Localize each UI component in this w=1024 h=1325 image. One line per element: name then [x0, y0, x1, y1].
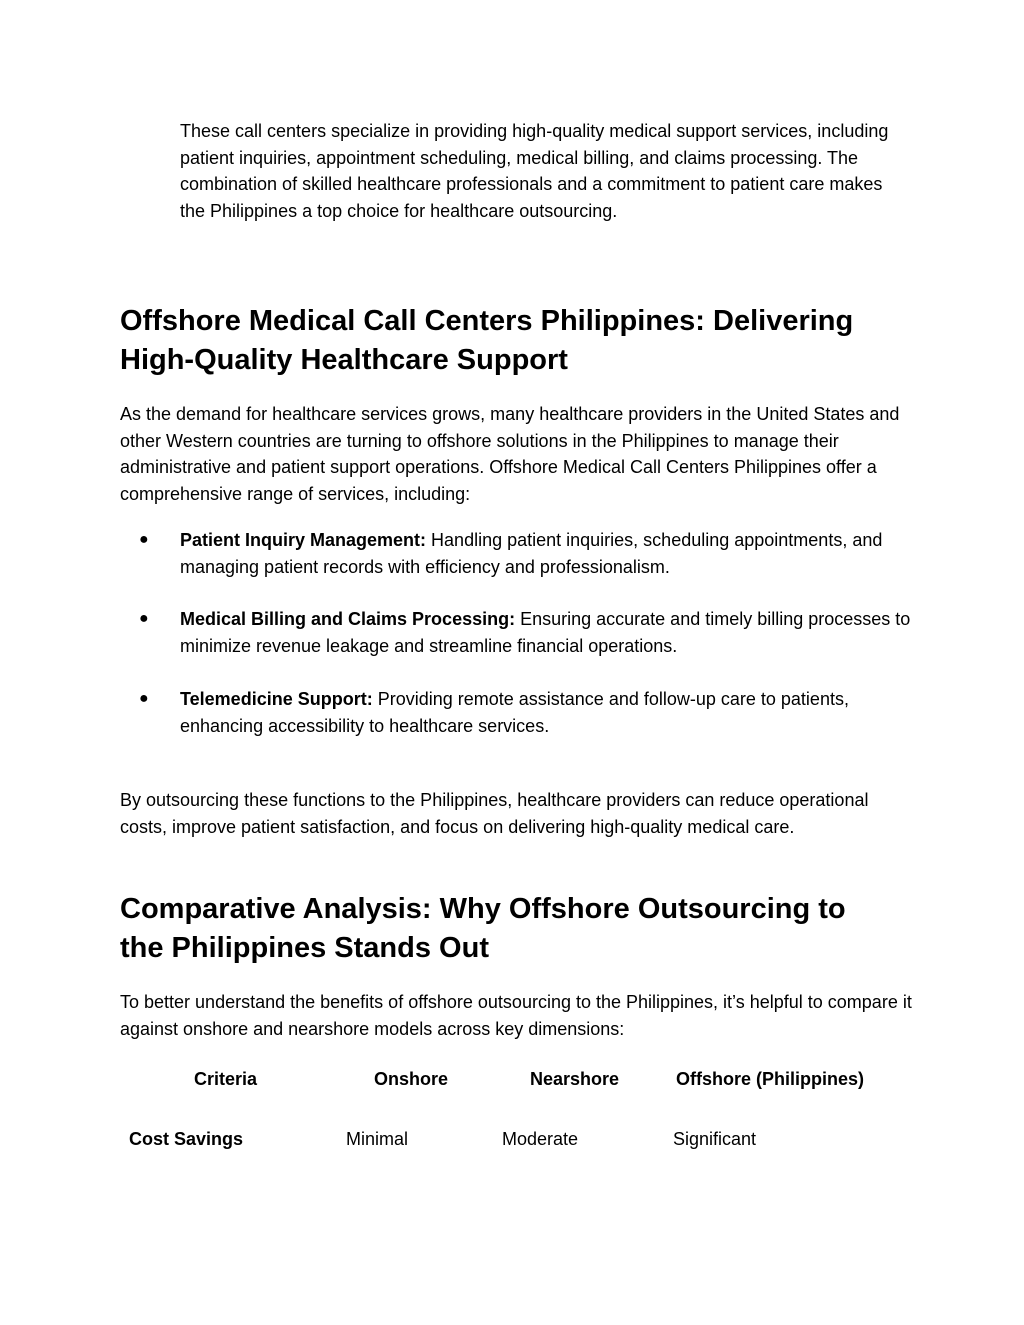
- table-cell-onshore: Minimal: [346, 1129, 409, 1149]
- section-heading-comparative-analysis: [120, 890, 920, 968]
- bullet-text: Handling patient inquiries, scheduling appointments, and managing patient records with efficiency and professionalism.: [180, 530, 883, 577]
- comparison-intro-paragraph: To better understand the benefits of offshore outsourcing to the Philippines, it’s helpful to compare it against onshore and nearshore models across key dimensions:: [120, 992, 912, 1039]
- table-cell-criteria: Cost Savings: [129, 1129, 244, 1149]
- heading-line: High-Quality Healthcare Support: [120, 344, 568, 376]
- section-heading-offshore-medical: [120, 302, 920, 380]
- list-item: [120, 686, 920, 739]
- list-item: [120, 527, 920, 580]
- list-item: [120, 606, 920, 659]
- services-list: [120, 527, 920, 765]
- table-header-offshore: Offshore (Philippines): [676, 1069, 865, 1089]
- table-header-nearshore: Nearshore: [530, 1069, 620, 1089]
- table-header-onshore: Onshore: [374, 1069, 449, 1089]
- bullet-icon: ●: [139, 610, 149, 628]
- services-intro-paragraph: As the demand for healthcare services grows, many healthcare providers in the United States and other Western countries are turning to offshore solutions in the Philippines to manage their administrative and patient support operations. Offshore Medical Call Centers Philippines offer a comprehensive range of services, including:: [120, 404, 900, 505]
- heading-line: the Philippines Stands Out: [120, 932, 489, 964]
- table-header-criteria: Criteria: [194, 1069, 258, 1089]
- table-cell-offshore: Significant: [673, 1129, 757, 1149]
- heading-line: Comparative Analysis: Why Offshore Outsourcing to: [120, 893, 846, 925]
- bullet-icon: ●: [139, 689, 149, 707]
- bullet-term: Patient Inquiry Management:: [180, 530, 427, 550]
- bullet-text: Ensuring accurate and timely billing processes to minimize revenue leakage and streamline financial operations.: [180, 609, 911, 657]
- intro-paragraph: These call centers specialize in providing high-quality medical support services, including patient inquiries, appointment scheduling, medical billing, and claims processing. The combination of skilled healthcare professionals and a commitment to patient care makes the Philippines a top choice for healthcare outsourcing.: [180, 121, 889, 222]
- closing-paragraph: By outsourcing these functions to the Philippines, healthcare providers can reduce operational costs, improve patient satisfaction, and focus on delivering high-quality medical care.: [120, 790, 869, 837]
- bullet-term: Telemedicine Support:: [180, 688, 373, 709]
- heading-line: Offshore Medical Call Centers Philippines: Delivering: [120, 305, 854, 337]
- bullet-text: Providing remote assistance and follow-up care to patients, enhancing accessibility to healthcare services.: [180, 688, 849, 736]
- table-cell-nearshore: Moderate: [502, 1129, 579, 1149]
- bullet-icon: ●: [139, 531, 149, 548]
- bullet-term: Medical Billing and Claims Processing:: [180, 609, 516, 630]
